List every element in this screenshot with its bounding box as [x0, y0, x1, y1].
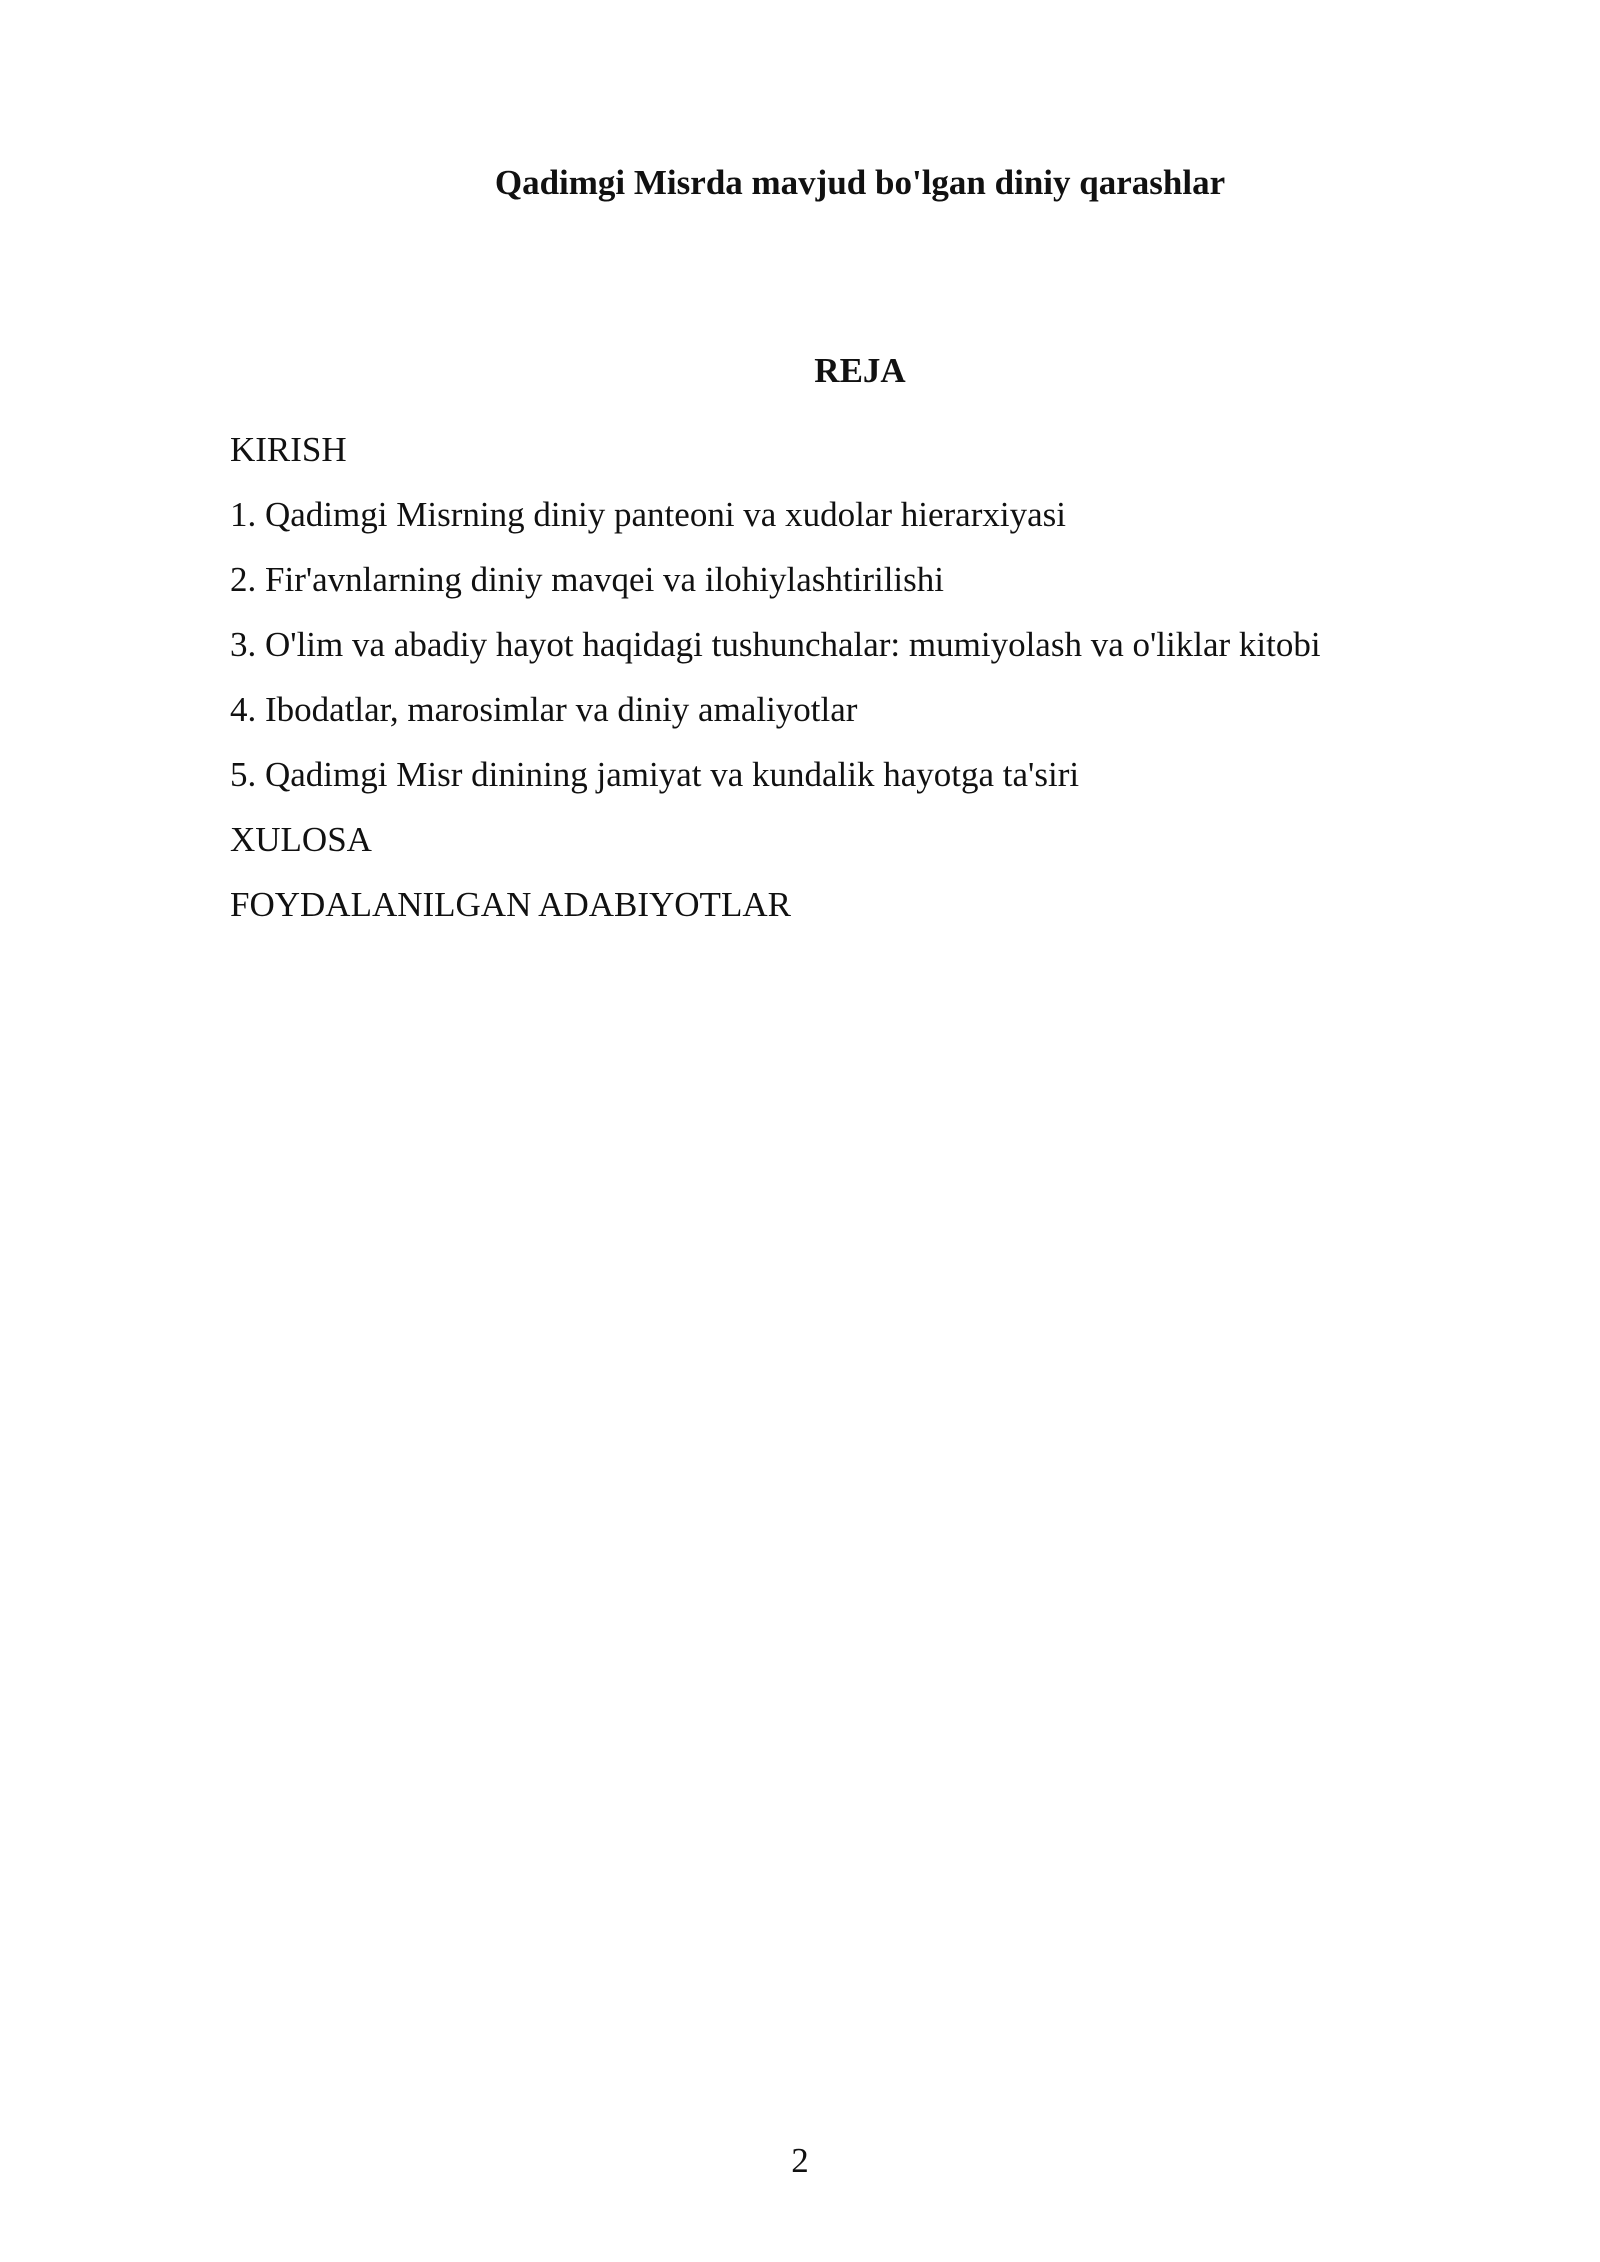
document-title: Qadimgi Misrda mavjud bo'lgan diniy qarashlar [494, 163, 1226, 202]
plan-item-introduction: KIRISH [230, 430, 347, 469]
page-number: 2 [791, 2141, 809, 2180]
plan-item-conclusion: XULOSA [230, 820, 372, 859]
plan-item-2: 2. Fir'avnlarning diniy mavqei va ilohiylashtirilishi [230, 560, 944, 599]
plan-item-3: 3. O'lim va abadiy hayot haqidagi tushunchalar: mumiyolash va o'liklar kitobi [230, 625, 1321, 664]
plan-item-5: 5. Qadimgi Misr dinining jamiyat va kundalik hayotga ta'siri [230, 755, 1080, 794]
plan-item-4: 4. Ibodatlar, marosimlar va diniy amaliyotlar [230, 690, 858, 729]
plan-item-1: 1. Qadimgi Misrning diniy panteoni va xudolar hierarxiyasi [230, 495, 1066, 534]
plan-heading: REJA [814, 351, 906, 390]
plan-item-references: FOYDALANILGAN ADABIYOTLAR [230, 885, 791, 924]
plan-list [230, 417, 1510, 937]
